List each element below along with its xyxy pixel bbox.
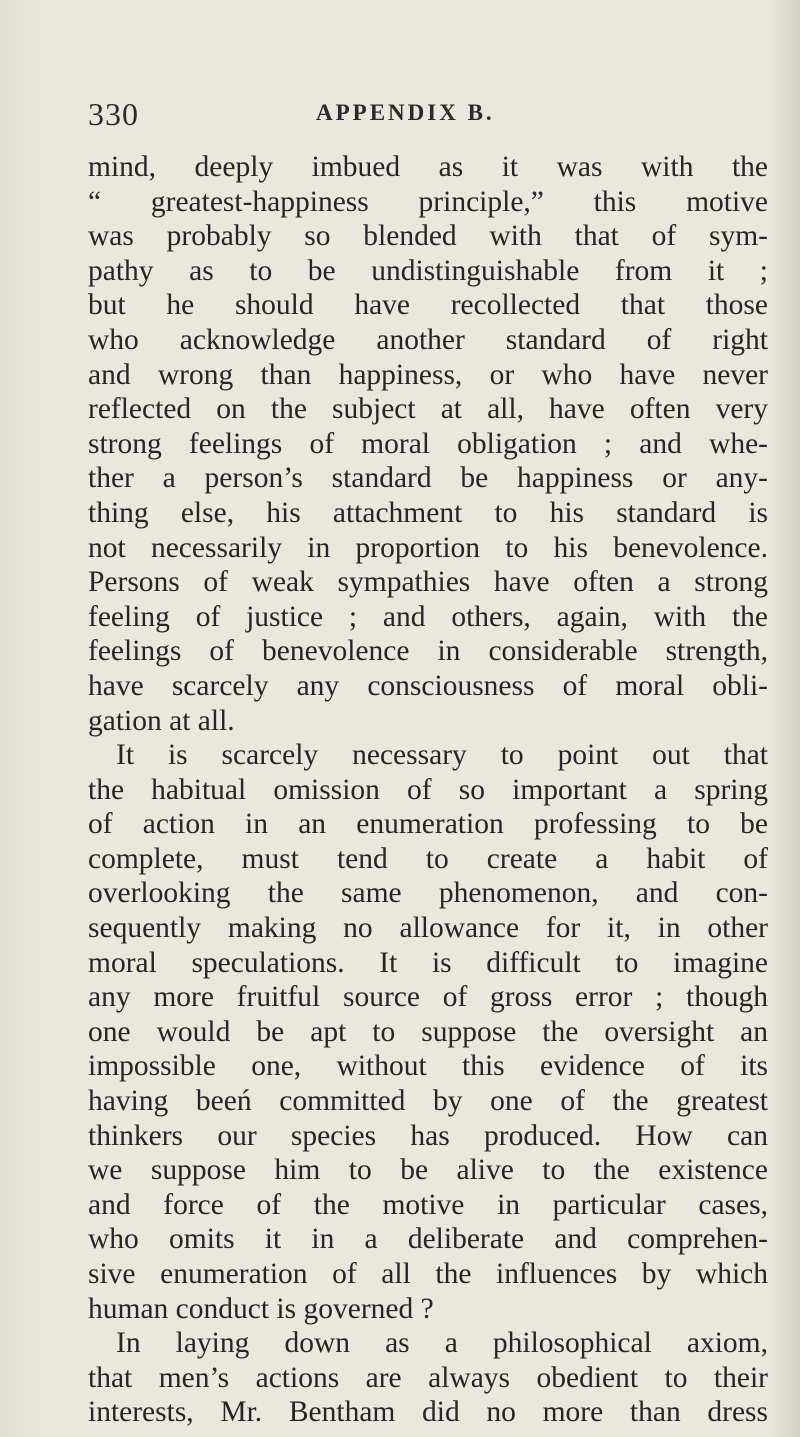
- text-line: who omits it in a deliberate and comprehen-: [88, 1223, 768, 1256]
- text-line: overlooking the same phenomenon, and con-: [88, 877, 768, 910]
- text-line: of action in an enumeration professing to be: [88, 808, 768, 841]
- paragraph-start-line: It is scarcely necessary to point out that: [116, 739, 768, 772]
- text-line: who acknowledge another standard of right: [88, 323, 768, 356]
- text-line: any more fruitful source of gross error ; though: [88, 981, 768, 1014]
- text-line: but he should have recollected that those: [88, 289, 768, 322]
- text-line: feelings of benevolence in considerable strength,: [88, 635, 768, 668]
- text-line: mind, deeply imbued as it was with the: [88, 151, 768, 183]
- text-line: having beeń committed by one of the greatest: [88, 1085, 768, 1118]
- text-line: complete, must tend to create a habit of: [88, 842, 768, 875]
- text-line: the habitual omission of so important a spring: [88, 773, 768, 806]
- text-line: reflected on the subject at all, have often very: [88, 393, 768, 426]
- text-line: impossible one, without this evidence of its: [88, 1050, 768, 1083]
- text-line: sequently making no allowance for it, in other: [88, 912, 768, 945]
- text-line: was probably so blended with that of sym-: [88, 220, 768, 253]
- page-number: 330: [88, 96, 139, 132]
- paragraph-end-line: gation at all.: [88, 704, 235, 737]
- text-line: feeling of justice ; and others, again, with the: [88, 600, 768, 633]
- text-line: strong feelings of moral obligation ; and whe-: [88, 427, 768, 460]
- paragraph-end-line: human conduct is governed ?: [88, 1292, 434, 1325]
- text-line: sive enumeration of all the influences by which: [88, 1258, 768, 1290]
- text-line: Persons of weak sympathies have often a strong: [88, 566, 768, 599]
- text-line: that men’s actions are always obedient to their: [88, 1361, 768, 1394]
- text-line: one would be apt to suppose the oversight an: [88, 1015, 768, 1048]
- text-line: pathy as to be undistinguishable from it ;: [88, 254, 768, 287]
- paragraph-start-line: In laying down as a philosophical axiom,: [116, 1327, 768, 1360]
- text-line: and wrong than happiness, or who have never: [88, 358, 768, 391]
- page-header: [88, 96, 728, 136]
- text-line: “ greatest-happiness principle,” this motive: [88, 185, 768, 218]
- text-line: interests, Mr. Bentham did no more than dress: [88, 1396, 768, 1429]
- text-line: thinkers our species has produced. How can: [88, 1119, 768, 1152]
- text-line: ther a person’s standard be happiness or any-: [88, 462, 768, 495]
- text-line: we suppose him to be alive to the existence: [88, 1154, 768, 1187]
- text-line: have scarcely any consciousness of moral obli-: [88, 669, 768, 702]
- body-text: [88, 150, 768, 1430]
- text-line: not necessarily in proportion to his benevolence.: [88, 531, 768, 564]
- text-line: thing else, his attachment to his standard is: [88, 496, 768, 529]
- text-line: moral speculations. It is difficult to imagine: [88, 946, 768, 979]
- running-head: APPENDIX B.: [316, 100, 495, 125]
- text-line: and force of the motive in particular cases,: [88, 1188, 768, 1221]
